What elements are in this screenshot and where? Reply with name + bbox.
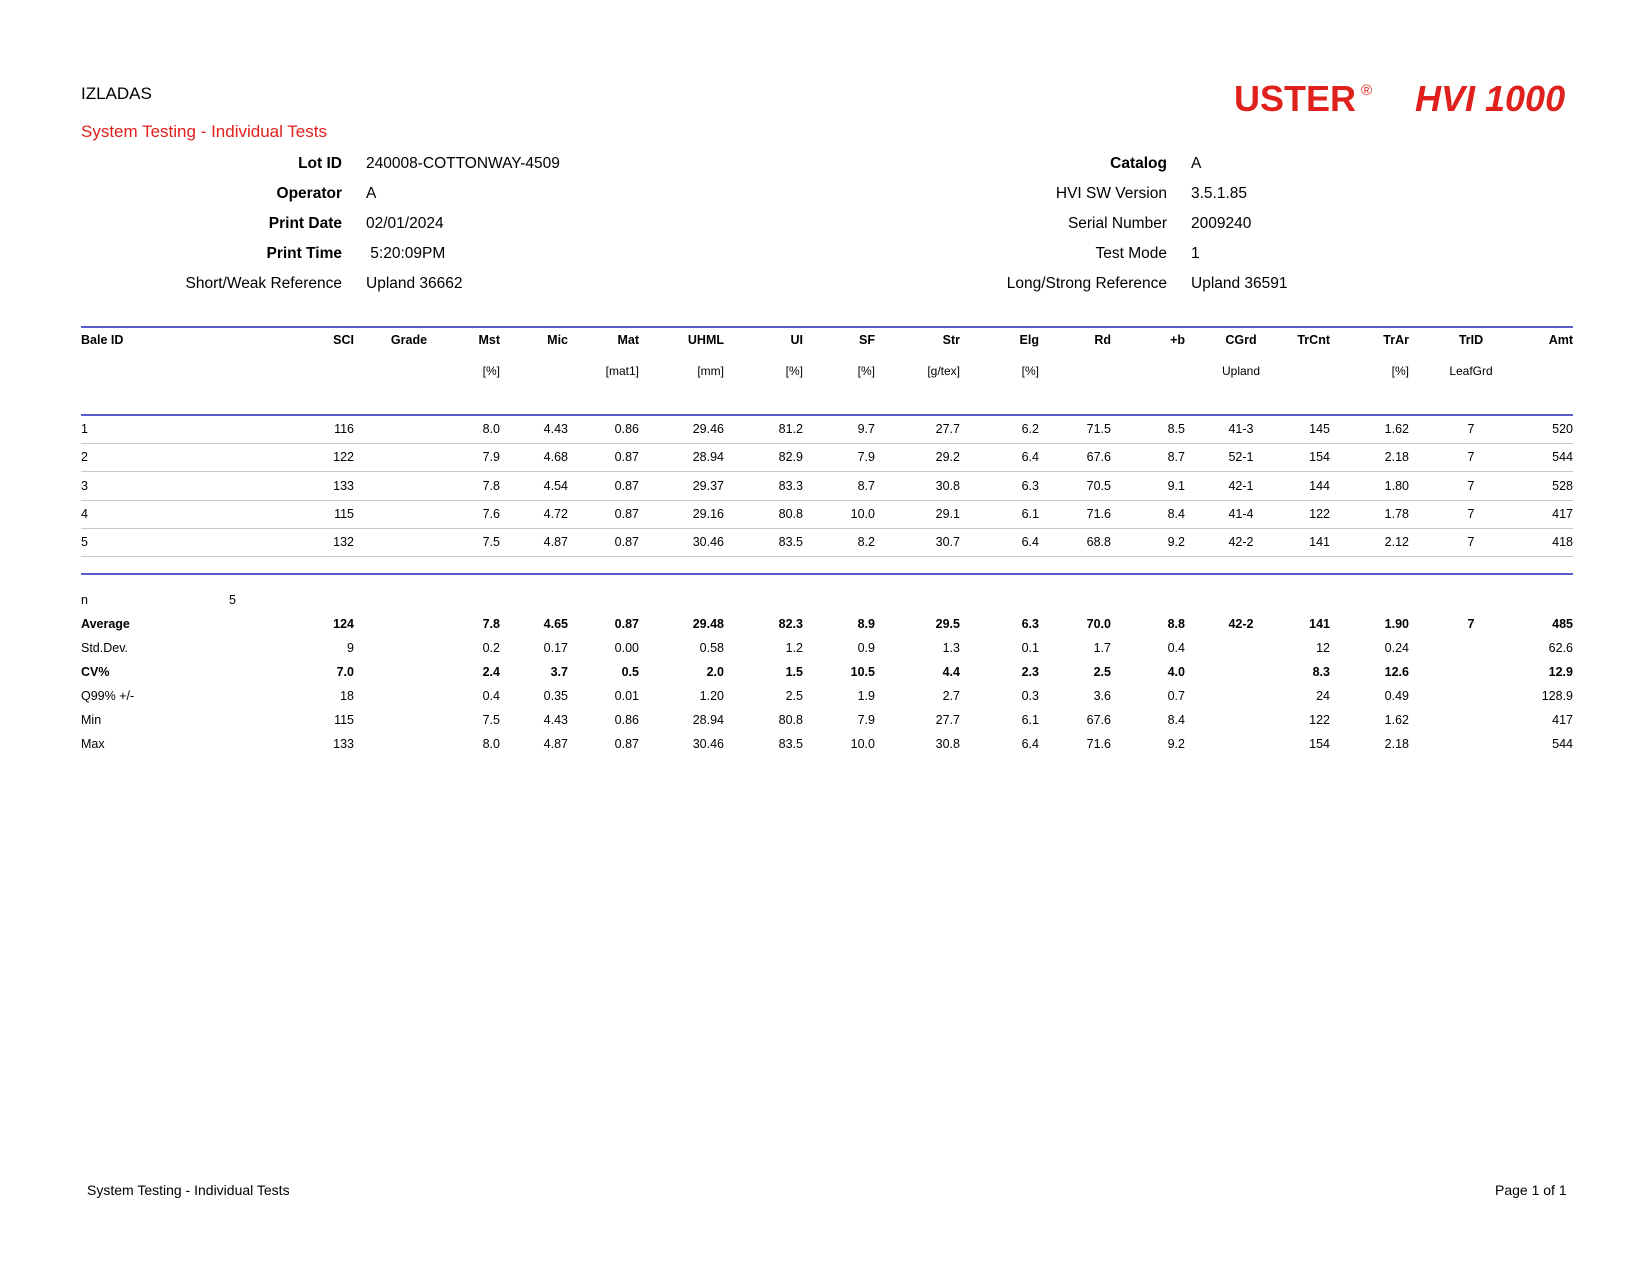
table-cell: 42-1 <box>1228 479 1254 493</box>
table-cell: 5 <box>81 535 88 549</box>
column-header: +b <box>1170 333 1185 347</box>
info-label: Print Date <box>268 215 342 232</box>
stat-cell: 30.8 <box>935 737 960 751</box>
table-cell: 7.8 <box>482 479 500 493</box>
table-cell: 71.6 <box>1086 507 1111 521</box>
stat-cell: 8.4 <box>1167 713 1185 727</box>
table-cell: 6.2 <box>1021 422 1039 436</box>
table-cell: 9.1 <box>1167 479 1185 493</box>
column-header: UHML <box>687 333 724 347</box>
stat-cell: 4.65 <box>543 617 568 631</box>
table-cell: 67.6 <box>1086 450 1111 464</box>
column-unit: Upland <box>1221 364 1261 378</box>
table-top-rule <box>81 326 1573 328</box>
stat-cell: 7 <box>1467 617 1475 631</box>
table-cell: 0.87 <box>614 507 639 521</box>
info-label: HVI SW Version <box>1055 185 1167 202</box>
stat-cell: 28.94 <box>692 713 724 727</box>
stat-cell: 70.0 <box>1086 617 1111 631</box>
table-cell: 29.46 <box>692 422 724 436</box>
column-header: Elg <box>1019 333 1039 347</box>
table-cell: 80.8 <box>778 507 803 521</box>
table-cell: 7 <box>1467 450 1475 464</box>
stat-cell: 18 <box>340 689 354 703</box>
stat-cell: 0.01 <box>614 689 639 703</box>
stat-cell: 6.1 <box>1021 713 1039 727</box>
stat-cell: 0.87 <box>614 617 639 631</box>
column-header: Str <box>942 333 960 347</box>
stat-cell: 1.90 <box>1384 617 1409 631</box>
stat-cell: 6.4 <box>1021 737 1039 751</box>
table-cell: 144 <box>1309 479 1330 493</box>
column-header: Amt <box>1548 333 1573 347</box>
stat-label: CV% <box>81 665 110 679</box>
stat-cell: 2.18 <box>1384 737 1409 751</box>
row-divider <box>81 556 1573 557</box>
info-value: 5:20:09PM <box>366 245 446 262</box>
info-label: Print Time <box>266 245 342 262</box>
stat-cell: 485 <box>1552 617 1573 631</box>
stat-cell: 2.7 <box>942 689 960 703</box>
stat-cell: 12 <box>1316 641 1330 655</box>
row-divider <box>81 471 1573 472</box>
column-unit: [%] <box>1391 364 1409 378</box>
table-cell: 1.80 <box>1384 479 1409 493</box>
stat-cell: 0.9 <box>857 641 875 655</box>
brand-uster-logo: USTER <box>1234 78 1357 119</box>
stat-cell: 0.49 <box>1384 689 1409 703</box>
stat-cell: 1.2 <box>785 641 803 655</box>
stat-cell: 10.0 <box>850 737 875 751</box>
info-label: Operator <box>276 185 342 202</box>
table-cell: 28.94 <box>692 450 724 464</box>
page-number: Page 1 of 1 <box>1495 1182 1567 1198</box>
info-value: A <box>366 185 377 202</box>
stat-label: Q99% +/- <box>81 689 135 703</box>
stat-label: Min <box>81 713 102 727</box>
stat-cell: 8.3 <box>1312 665 1330 679</box>
footer-title: System Testing - Individual Tests <box>87 1182 290 1198</box>
stat-cell: 0.2 <box>482 641 500 655</box>
stat-cell: 9.2 <box>1167 737 1185 751</box>
table-cell: 29.37 <box>692 479 724 493</box>
column-header: Bale ID <box>81 333 124 347</box>
info-label: Serial Number <box>1067 215 1167 232</box>
info-value: Upland 36662 <box>366 275 463 292</box>
table-cell: 116 <box>334 422 354 436</box>
table-cell: 2.18 <box>1384 450 1409 464</box>
table-cell: 8.4 <box>1167 507 1185 521</box>
stat-cell: 29.5 <box>935 617 960 631</box>
stat-cell: 8.9 <box>857 617 875 631</box>
table-cell: 6.1 <box>1021 507 1039 521</box>
stat-cell: 3.7 <box>550 665 568 679</box>
table-cell: 9.7 <box>857 422 875 436</box>
stat-cell: 83.5 <box>778 737 803 751</box>
table-cell: 115 <box>334 507 354 521</box>
table-cell: 4.43 <box>543 422 568 436</box>
column-unit: [%] <box>482 364 500 378</box>
table-cell: 7 <box>1467 479 1475 493</box>
table-cell: 520 <box>1552 422 1573 436</box>
table-cell: 7.5 <box>482 535 500 549</box>
stat-label: Average <box>81 617 130 631</box>
table-cell: 29.2 <box>935 450 960 464</box>
table-cell: 3 <box>81 479 88 493</box>
stats-top-rule <box>81 573 1573 575</box>
stat-cell: 115 <box>334 713 354 727</box>
info-value: 240008-COTTONWAY-4509 <box>366 155 560 172</box>
column-header: TrAr <box>1383 333 1409 347</box>
table-cell: 27.7 <box>935 422 960 436</box>
stat-cell: 141 <box>1309 617 1330 631</box>
table-cell: 71.5 <box>1086 422 1111 436</box>
column-header: SF <box>859 333 875 347</box>
stat-cell: 128.9 <box>1541 689 1573 703</box>
row-divider <box>81 500 1573 501</box>
stat-cell: 71.6 <box>1086 737 1111 751</box>
stat-label: Max <box>81 737 105 751</box>
registered-mark: ® <box>1361 82 1373 99</box>
table-cell: 4 <box>81 507 88 521</box>
table-cell: 68.8 <box>1086 535 1111 549</box>
table-cell: 2 <box>81 450 88 464</box>
table-cell: 4.54 <box>543 479 568 493</box>
stat-cell: 0.35 <box>543 689 568 703</box>
column-unit: [%] <box>1021 364 1039 378</box>
table-cell: 82.9 <box>778 450 803 464</box>
stat-cell: 1.20 <box>699 689 724 703</box>
info-label: Test Mode <box>1095 245 1167 262</box>
info-label: Long/Strong Reference <box>1006 275 1167 292</box>
column-unit: [mm] <box>697 364 724 378</box>
column-header: UI <box>790 333 803 347</box>
stat-cell: 82.3 <box>778 617 803 631</box>
table-cell: 1 <box>81 422 88 436</box>
table-cell: 41-4 <box>1228 507 1254 521</box>
table-cell: 29.1 <box>935 507 960 521</box>
column-unit: LeafGrd <box>1449 364 1493 378</box>
stat-cell: 1.5 <box>785 665 803 679</box>
stat-n-value: 5 <box>229 593 236 607</box>
table-cell: 417 <box>1552 507 1573 521</box>
info-value: 3.5.1.85 <box>1191 185 1248 202</box>
stat-cell: 544 <box>1552 737 1573 751</box>
table-cell: 30.46 <box>692 535 724 549</box>
stat-cell: 1.9 <box>857 689 875 703</box>
table-cell: 8.5 <box>1167 422 1185 436</box>
table-cell: 7 <box>1467 422 1475 436</box>
stat-cell: 7.9 <box>857 713 875 727</box>
table-cell: 0.87 <box>614 479 639 493</box>
stat-cell: 6.3 <box>1021 617 1039 631</box>
info-label: Catalog <box>1110 155 1167 172</box>
stat-cell: 417 <box>1552 713 1573 727</box>
info-value: A <box>1191 155 1202 172</box>
table-cell: 544 <box>1552 450 1573 464</box>
stat-cell: 67.6 <box>1086 713 1111 727</box>
row-divider <box>81 528 1573 529</box>
table-cell: 418 <box>1552 535 1573 549</box>
table-cell: 8.0 <box>482 422 500 436</box>
stat-cell: 27.7 <box>935 713 960 727</box>
table-cell: 81.2 <box>778 422 803 436</box>
column-unit: [mat1] <box>605 364 639 378</box>
stat-cell: 8.0 <box>482 737 500 751</box>
table-cell: 29.16 <box>692 507 724 521</box>
table-cell: 41-3 <box>1228 422 1254 436</box>
column-header: Rd <box>1094 333 1111 347</box>
table-cell: 145 <box>1309 422 1330 436</box>
stat-cell: 124 <box>333 617 354 631</box>
stat-cell: 122 <box>1309 713 1330 727</box>
stat-cell: 0.5 <box>621 665 639 679</box>
stat-cell: 12.9 <box>1548 665 1573 679</box>
stat-cell: 7.8 <box>482 617 500 631</box>
stat-n-label: n <box>81 593 88 607</box>
table-cell: 30.7 <box>935 535 960 549</box>
table-cell: 83.5 <box>778 535 803 549</box>
table-cell: 122 <box>333 450 354 464</box>
column-header: Mat <box>617 333 639 347</box>
stat-cell: 2.5 <box>1093 665 1111 679</box>
table-cell: 4.68 <box>543 450 568 464</box>
product-name-logo: HVI 1000 <box>1415 78 1566 119</box>
table-cell: 141 <box>1309 535 1330 549</box>
table-cell: 7 <box>1467 535 1475 549</box>
stat-cell: 2.4 <box>482 665 500 679</box>
stat-cell: 0.58 <box>699 641 724 655</box>
column-header: TrCnt <box>1297 333 1330 347</box>
stat-cell: 10.5 <box>850 665 875 679</box>
stat-cell: 0.7 <box>1167 689 1185 703</box>
header-bottom-rule <box>81 414 1573 416</box>
stat-label: Std.Dev. <box>81 641 129 655</box>
stat-cell: 4.87 <box>543 737 568 751</box>
stat-cell: 0.24 <box>1384 641 1409 655</box>
table-cell: 7 <box>1467 507 1475 521</box>
stat-cell: 0.87 <box>614 737 639 751</box>
table-cell: 132 <box>333 535 354 549</box>
column-header: CGrd <box>1225 333 1257 347</box>
stat-cell: 7.0 <box>336 665 354 679</box>
table-cell: 1.78 <box>1384 507 1409 521</box>
stat-cell: 133 <box>333 737 354 751</box>
column-header: TrID <box>1458 333 1484 347</box>
table-cell: 528 <box>1552 479 1573 493</box>
info-label: Lot ID <box>298 155 342 172</box>
table-cell: 0.87 <box>614 450 639 464</box>
stat-cell: 9 <box>347 641 354 655</box>
report-subtitle: System Testing - Individual Tests <box>81 122 327 141</box>
stat-cell: 0.4 <box>1167 641 1185 655</box>
table-cell: 4.87 <box>543 535 568 549</box>
table-cell: 70.5 <box>1086 479 1111 493</box>
stat-cell: 0.00 <box>614 641 639 655</box>
stat-cell: 4.0 <box>1167 665 1185 679</box>
stat-cell: 3.6 <box>1093 689 1111 703</box>
stat-cell: 29.48 <box>692 617 724 631</box>
table-cell: 7.6 <box>482 507 500 521</box>
table-cell: 6.4 <box>1021 535 1039 549</box>
table-cell: 8.2 <box>857 535 875 549</box>
stat-cell: 12.6 <box>1384 665 1409 679</box>
stat-cell: 0.3 <box>1021 689 1039 703</box>
table-cell: 52-1 <box>1228 450 1254 464</box>
table-cell: 6.4 <box>1021 450 1039 464</box>
table-cell: 9.2 <box>1167 535 1185 549</box>
row-divider <box>81 443 1573 444</box>
table-cell: 154 <box>1309 450 1330 464</box>
stat-cell: 30.46 <box>692 737 724 751</box>
info-label: Short/Weak Reference <box>185 275 342 292</box>
stat-cell: 8.8 <box>1167 617 1185 631</box>
stat-cell: 7.5 <box>482 713 500 727</box>
table-cell: 7.9 <box>482 450 500 464</box>
table-cell: 0.87 <box>614 535 639 549</box>
table-cell: 8.7 <box>857 479 875 493</box>
table-cell: 4.72 <box>543 507 568 521</box>
stat-cell: 2.0 <box>706 665 724 679</box>
table-cell: 42-2 <box>1228 535 1254 549</box>
column-header: Grade <box>390 333 428 347</box>
column-unit: [%] <box>857 364 875 378</box>
table-cell: 30.8 <box>935 479 960 493</box>
stat-cell: 62.6 <box>1548 641 1573 655</box>
table-cell: 6.3 <box>1021 479 1039 493</box>
info-value: Upland 36591 <box>1191 275 1288 292</box>
column-header: Mst <box>478 333 500 347</box>
info-value: 1 <box>1191 245 1200 262</box>
info-value: 02/01/2024 <box>366 215 444 232</box>
stat-cell: 0.1 <box>1021 641 1039 655</box>
stat-cell: 0.17 <box>543 641 568 655</box>
stat-cell: 154 <box>1309 737 1330 751</box>
table-cell: 83.3 <box>778 479 803 493</box>
stat-cell: 24 <box>1316 689 1330 703</box>
stat-cell: 80.8 <box>778 713 803 727</box>
stat-cell: 1.62 <box>1384 713 1409 727</box>
table-cell: 133 <box>333 479 354 493</box>
table-cell: 8.7 <box>1167 450 1185 464</box>
stat-cell: 4.43 <box>543 713 568 727</box>
table-cell: 122 <box>1309 507 1330 521</box>
stat-cell: 1.3 <box>942 641 960 655</box>
stat-cell: 4.4 <box>942 665 960 679</box>
stat-cell: 42-2 <box>1228 617 1254 631</box>
stat-cell: 0.4 <box>482 689 500 703</box>
table-cell: 1.62 <box>1384 422 1409 436</box>
company-name: IZLADAS <box>81 84 152 103</box>
column-unit: [g/tex] <box>927 364 960 378</box>
column-header: SCI <box>333 333 354 347</box>
info-value: 2009240 <box>1191 215 1252 232</box>
table-cell: 0.86 <box>614 422 639 436</box>
column-unit: [%] <box>785 364 803 378</box>
table-cell: 7.9 <box>857 450 875 464</box>
table-cell: 10.0 <box>850 507 875 521</box>
stat-cell: 1.7 <box>1093 641 1111 655</box>
stat-cell: 2.5 <box>785 689 803 703</box>
stat-cell: 2.3 <box>1021 665 1039 679</box>
table-cell: 2.12 <box>1384 535 1409 549</box>
stat-cell: 0.86 <box>614 713 639 727</box>
column-header: Mic <box>547 333 568 347</box>
